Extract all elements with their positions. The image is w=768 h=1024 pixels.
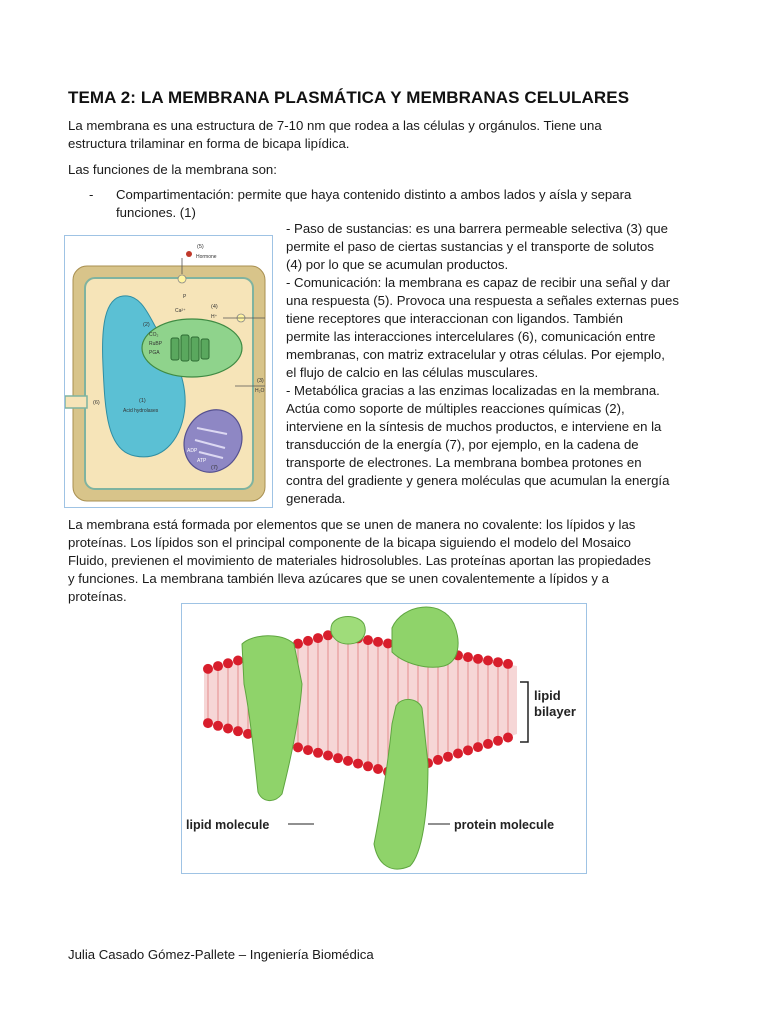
label-4: (4)	[211, 304, 218, 310]
lipid-head	[363, 635, 373, 645]
text-line: el flujo de calcio en las células musculares.	[286, 365, 539, 380]
lipid-head	[303, 745, 313, 755]
bullet-compartment	[116, 186, 706, 222]
text-line: transducción de la energía (7), por ejemplo, en la cadena de	[286, 437, 639, 452]
label-6: (6)	[93, 400, 100, 406]
lipid-molecule-label: lipid molecule	[186, 818, 270, 832]
hormone-icon	[186, 251, 192, 257]
text-line: tiene receptores que interaccionan con ligandos. También	[286, 311, 623, 326]
page-title: TEMA 2: LA MEMBRANA PLASMÁTICA Y MEMBRANAS CELULARES	[68, 88, 630, 107]
text-line: una respuesta (5). Provoca una respuesta a señales externas pues	[286, 293, 679, 308]
label-3: (3)	[257, 378, 264, 384]
intro-line: La membrana es una estructura de 7-10 nm que rodea a las células y orgánulos. Tiene una	[68, 118, 602, 133]
label-h2o: H₂O	[255, 388, 265, 394]
label-7: (7)	[211, 465, 218, 471]
lipid-head	[213, 721, 223, 731]
lipid-head	[343, 756, 353, 766]
bullet-line: Compartimentación: permite que haya contenido distinto a ambos lados y aísla y separa	[116, 187, 632, 202]
lipid-head	[233, 726, 243, 736]
lipid-head	[493, 657, 503, 667]
lipid-bilayer-figure	[181, 603, 587, 874]
lipid-head	[203, 718, 213, 728]
paragraph-comunicacion	[286, 274, 700, 382]
text-line: y funciones. La membrana también lleva azúcares que se unen covalentemente a lípidos y a	[68, 571, 610, 586]
text-line: - Metabólica gracias a las enzimas localizadas en la membrana.	[286, 383, 660, 398]
page-footer: Julia Casado Gómez-Pallete – Ingeniería Biomédica	[68, 947, 374, 962]
lipid-head	[223, 658, 233, 668]
text-line: (4) por lo que se acumulan productos.	[286, 257, 509, 272]
text-line: permite las interacciones intercelulares (6), comunicación entre	[286, 329, 656, 344]
text-line: - Comunicación: la membrana es capaz de recibir una señal y dar	[286, 275, 671, 290]
functions-right-column	[286, 220, 700, 508]
lipid-head	[473, 742, 483, 752]
protein-left	[242, 636, 302, 801]
lipid-head	[303, 636, 313, 646]
protein-top	[392, 607, 458, 667]
label-rubp: RuBP	[149, 341, 163, 347]
lipid-head	[293, 742, 303, 752]
bilayer-label-1: lipid	[534, 688, 561, 703]
lipid-head	[313, 748, 323, 758]
text-line: interviene en la síntesis de muchos productos, e interviene en la	[286, 419, 662, 434]
bullet-line: funciones. (1)	[116, 205, 196, 220]
lipid-head	[323, 750, 333, 760]
lipid-head	[483, 656, 493, 666]
label-1: (1)	[139, 398, 146, 404]
plasmodesma	[65, 396, 87, 408]
lipid-head	[223, 723, 233, 733]
label-adp: ADP	[187, 448, 198, 454]
text-line: permite el paso de ciertas sustancias y el transporte de solutos	[286, 239, 654, 254]
text-line: contra del gradiente y genera moléculas que acumulan la energía	[286, 473, 670, 488]
lipid-head	[373, 764, 383, 774]
text-line: Actúa como soporte de múltiples reacciones químicas (2),	[286, 401, 625, 416]
label-h: H⁺	[211, 314, 218, 320]
lipid-head	[483, 739, 493, 749]
label-acid: Acid hydrolases	[123, 408, 159, 414]
text-line: membranas, con matriz extracelular y otras células. Por ejemplo,	[286, 347, 665, 362]
receptor-icon	[178, 275, 186, 283]
paragraph-metabolica	[286, 382, 700, 508]
label-atp: ATP	[197, 458, 207, 464]
text-line: transporte de electrones. La membrana bombea protones en	[286, 455, 642, 470]
label-ca: Ca²⁺	[175, 308, 186, 314]
lipid-head	[493, 736, 503, 746]
lipid-head	[463, 745, 473, 755]
text-line: proteínas.	[68, 589, 127, 604]
lipid-head	[233, 655, 243, 665]
text-line: - Paso de sustancias: es una barrera permeable selectiva (3) que	[286, 221, 668, 236]
label-2: (2)	[143, 322, 150, 328]
text-line: proteínas. Los lípidos son el principal componente de la bicapa siguiendo el modelo del Mosaico	[68, 535, 632, 550]
label-hormone: Hormone	[196, 254, 217, 260]
protein-molecule-label: protein molecule	[454, 818, 555, 832]
lipid-head	[213, 661, 223, 671]
bullet-dash: -	[89, 187, 94, 202]
bilayer-label-2: bilayer	[534, 704, 576, 719]
composition-paragraph	[68, 516, 700, 606]
lipid-head	[333, 753, 343, 763]
lipid-head	[503, 733, 513, 743]
lipid-head	[503, 659, 513, 669]
lipid-head	[473, 654, 483, 664]
paragraph-paso	[286, 220, 700, 274]
lipid-head	[203, 664, 213, 674]
lipid-head	[453, 749, 463, 759]
text-line: generada.	[286, 491, 346, 506]
functions-heading: Las funciones de la membrana son:	[68, 162, 277, 177]
intro-paragraph	[68, 117, 700, 153]
cell-diagram-figure	[64, 235, 273, 508]
lipid-bilayer-diagram	[182, 604, 586, 873]
label-co2: CO₂	[149, 332, 159, 338]
lipid-head	[443, 752, 453, 762]
lipid-head	[313, 633, 323, 643]
label-pi: P	[183, 294, 187, 300]
lipid-head	[433, 755, 443, 765]
bilayer-bracket	[520, 682, 528, 742]
protein-small	[331, 617, 365, 645]
text-line: Fluido, previenen el movimiento de materiales hidrosolubles. Las proteínas aportan las propiedades	[68, 553, 651, 568]
lipid-head	[353, 759, 363, 769]
text-line: La membrana está formada por elementos que se unen de manera no covalente: los lípidos y las	[68, 517, 636, 532]
lipid-head	[463, 652, 473, 662]
label-pga: PGA	[149, 350, 160, 356]
label-5: (5)	[197, 244, 204, 250]
lipid-head	[363, 761, 373, 771]
cell-diagram	[65, 236, 272, 507]
lipid-head	[373, 637, 383, 647]
intro-line: estructura trilaminar en forma de bicapa lipídica.	[68, 136, 350, 151]
